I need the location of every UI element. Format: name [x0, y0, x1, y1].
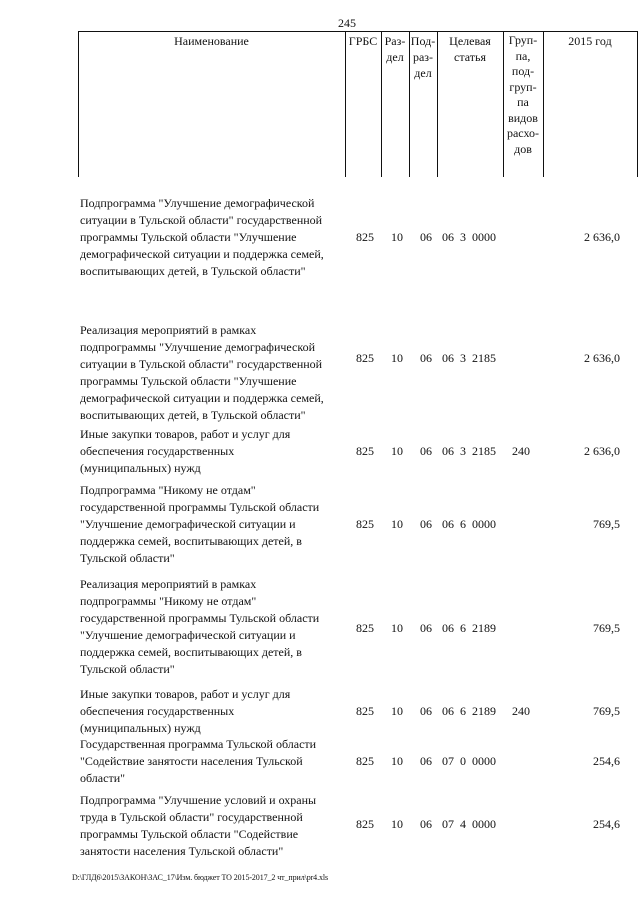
header-top-border — [78, 31, 637, 32]
row-cs: 06 3 2185 — [442, 444, 496, 458]
row-cs: 07 4 0000 — [442, 817, 496, 831]
header-cs: Целевая статья — [449, 34, 491, 64]
row-cs: 06 6 2189 — [442, 704, 496, 718]
row-cs: 06 6 0000 — [442, 517, 496, 531]
row-podrazdel: 06 — [420, 817, 432, 831]
header-border-grbs — [345, 31, 346, 177]
row-name: Подпрограмма "Никому не отдам" государственной программы Тульской области "Улучшение демографической ситуации и поддержка семей, воспитывающих детей, в Тульской области" — [80, 483, 320, 565]
page-number: 245 — [338, 16, 356, 30]
row-razdel: 10 — [391, 621, 403, 635]
header-border-year — [543, 31, 544, 177]
row-amount: 254,6 — [593, 817, 620, 831]
row-name: Государственная программа Тульской области "Содействие занятости населения Тульской области" — [80, 737, 317, 785]
row-amount: 769,5 — [593, 517, 620, 531]
row-razdel: 10 — [391, 704, 403, 718]
row-razdel: 10 — [391, 444, 403, 458]
row-cs: 06 6 2189 — [442, 621, 496, 635]
row-amount: 2 636,0 — [584, 230, 620, 244]
row-amount: 2 636,0 — [584, 444, 620, 458]
row-grbs: 825 — [356, 817, 374, 831]
header-podrazdel: Под- раз- дел — [410, 34, 436, 80]
row-podrazdel: 06 — [420, 621, 432, 635]
row-amount: 2 636,0 — [584, 351, 620, 365]
row-amount: 254,6 — [593, 754, 620, 768]
row-cs: 07 0 0000 — [442, 754, 496, 768]
header-border-left — [78, 31, 79, 177]
header-name: Наименование — [174, 34, 249, 48]
row-razdel: 10 — [391, 754, 403, 768]
row-grbs: 825 — [356, 621, 374, 635]
row-podrazdel: 06 — [420, 230, 432, 244]
row-podrazdel: 06 — [420, 351, 432, 365]
row-razdel: 10 — [391, 817, 403, 831]
header-grbs: ГРБС — [348, 34, 378, 48]
row-razdel: 10 — [391, 230, 403, 244]
row-grbs: 825 — [356, 230, 374, 244]
row-razdel: 10 — [391, 351, 403, 365]
row-grp: 240 — [512, 444, 530, 458]
header-border-right — [637, 31, 638, 177]
row-grbs: 825 — [356, 351, 374, 365]
row-podrazdel: 06 — [420, 517, 432, 531]
row-grbs: 825 — [356, 704, 374, 718]
row-podrazdel: 06 — [420, 754, 432, 768]
header-grp: Груп- па, под- груп- па видов расхо- дов — [506, 33, 540, 156]
row-cs: 06 3 2185 — [442, 351, 496, 365]
row-amount: 769,5 — [593, 621, 620, 635]
header-razdel: Раз- дел — [384, 34, 406, 64]
row-name: Реализация мероприятий в рамках подпрограммы "Улучшение демографической ситуации в Тульской области" государственной программы Тульской области "Улучшение демографической ситуации и поддержка семей, воспитывающих детей, в Тульской области" — [80, 323, 324, 422]
row-grp: 240 — [512, 704, 530, 718]
header-year: 2015 год — [568, 34, 612, 48]
row-amount: 769,5 — [593, 704, 620, 718]
row-grbs: 825 — [356, 754, 374, 768]
row-name: Подпрограмма "Улучшение демографической ситуации в Тульской области" государственной программы Тульской области "Улучшение демографической ситуации и поддержка семей, воспитывающих детей, в Тульской области" — [80, 196, 324, 278]
row-podrazdel: 06 — [420, 704, 432, 718]
row-name: Иные закупки товаров, работ и услуг для обеспечения государственных (муниципальных) нужд — [80, 687, 291, 735]
row-razdel: 10 — [391, 517, 403, 531]
row-grbs: 825 — [356, 517, 374, 531]
row-name: Иные закупки товаров, работ и услуг для обеспечения государственных (муниципальных) нужд — [80, 427, 291, 475]
row-cs: 06 3 0000 — [442, 230, 496, 244]
row-grbs: 825 — [356, 444, 374, 458]
row-name: Подпрограмма "Улучшение условий и охраны труда в Тульской области" государственной программы Тульской области "Содействие занятости населения Тульской области" — [80, 793, 317, 858]
row-name: Реализация мероприятий в рамках подпрограммы "Никому не отдам" государственной программы Тульской области "Улучшение демографической ситуации и поддержка семей, воспитывающих детей, в Тульской области" — [80, 577, 320, 676]
row-podrazdel: 06 — [420, 444, 432, 458]
file-path-footer: D:\ГЛД6\2015\ЗАКОН\ЗАС_17\Изм. бюджет ТО 2015-2017_2 чт_прил\pr4.xls — [72, 873, 329, 882]
